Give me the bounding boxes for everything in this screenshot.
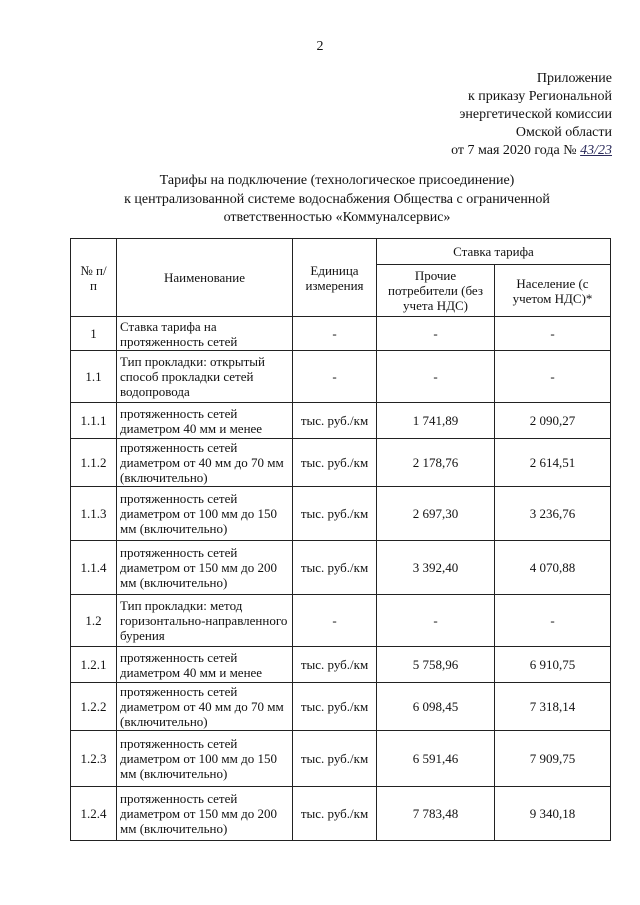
row-number: 1.1 — [71, 351, 117, 403]
row-unit: тыс. руб./км — [293, 439, 377, 487]
row-unit: тыс. руб./км — [293, 647, 377, 683]
row-other-consumers-rate: 2 697,30 — [377, 487, 495, 541]
table-row — [71, 351, 611, 403]
table-row — [71, 439, 611, 487]
row-unit: тыс. руб./км — [293, 787, 377, 841]
row-unit: - — [293, 595, 377, 647]
row-population-rate: - — [495, 351, 611, 403]
row-name: Тип прокладки: метод горизонтально-направленного бурения — [117, 595, 293, 647]
row-population-rate: 7 318,14 — [495, 683, 611, 731]
table-row — [71, 731, 611, 787]
appendix-line: Омской области — [515, 125, 612, 140]
row-number: 1.2 — [71, 595, 117, 647]
table-row — [71, 487, 611, 541]
row-other-consumers-rate: - — [377, 595, 495, 647]
row-number: 1.2.4 — [71, 787, 117, 841]
row-other-consumers-rate: 5 758,96 — [377, 647, 495, 683]
row-other-consumers-rate: - — [377, 317, 495, 351]
appendix-block — [312, 70, 612, 160]
row-other-consumers-rate: 6 098,45 — [377, 683, 495, 731]
row-population-rate: - — [495, 595, 611, 647]
row-population-rate: 7 909,75 — [495, 731, 611, 787]
row-unit: тыс. руб./км — [293, 403, 377, 439]
row-other-consumers-rate: 7 783,48 — [377, 787, 495, 841]
row-name: протяженность сетей диаметром от 40 мм до 70 мм (включительно) — [117, 439, 293, 487]
row-number: 1.2.3 — [71, 731, 117, 787]
row-number: 1.1.1 — [71, 403, 117, 439]
document-title — [84, 172, 590, 228]
row-population-rate: 6 910,75 — [495, 647, 611, 683]
appendix-line: Приложение — [536, 71, 612, 86]
appendix-date-prefix: от 7 мая 2020 года № — [451, 143, 577, 158]
row-population-rate: - — [495, 317, 611, 351]
row-number: 1.2.2 — [71, 683, 117, 731]
table-row — [71, 647, 611, 683]
row-population-rate: 4 070,88 — [495, 541, 611, 595]
header-name: Наименование — [117, 239, 293, 317]
row-name: протяженность сетей диаметром 40 мм и менее — [117, 647, 293, 683]
row-name: протяженность сетей диаметром от 100 мм до 150 мм (включительно) — [117, 487, 293, 541]
row-unit: тыс. руб./км — [293, 683, 377, 731]
table-row — [71, 317, 611, 351]
table-row — [71, 595, 611, 647]
row-name: протяженность сетей диаметром от 150 мм до 200 мм (включительно) — [117, 541, 293, 595]
header-other-consumers: Прочие потребители (без учета НДС) — [377, 265, 495, 317]
appendix-date-line — [312, 142, 612, 160]
row-population-rate: 2 614,51 — [495, 439, 611, 487]
row-name: протяженность сетей диаметром от 150 мм до 200 мм (включительно) — [117, 787, 293, 841]
row-unit: тыс. руб./км — [293, 541, 377, 595]
table-row — [71, 787, 611, 841]
row-name: протяженность сетей диаметром 40 мм и менее — [117, 403, 293, 439]
table-row — [71, 541, 611, 595]
header-rate: Ставка тарифа — [377, 239, 611, 265]
row-name: Тип прокладки: открытый способ прокладки сетей водопровода — [117, 351, 293, 403]
header-no: № п/п — [71, 239, 117, 317]
table-row — [71, 683, 611, 731]
tariff-table — [70, 238, 611, 841]
row-unit: - — [293, 351, 377, 403]
row-other-consumers-rate: 6 591,46 — [377, 731, 495, 787]
appendix-line: энергетической комиссии — [459, 107, 612, 122]
row-other-consumers-rate: - — [377, 351, 495, 403]
appendix-line: к приказу Региональной — [467, 89, 612, 104]
row-unit: тыс. руб./км — [293, 487, 377, 541]
row-other-consumers-rate: 2 178,76 — [377, 439, 495, 487]
row-other-consumers-rate: 1 741,89 — [377, 403, 495, 439]
row-unit: тыс. руб./км — [293, 731, 377, 787]
row-number: 1.1.3 — [71, 487, 117, 541]
title-line: к централизованной системе водоснабжения Общества с ограниченной — [124, 191, 550, 207]
title-line: ответственностью «Коммуналсервис» — [223, 210, 451, 225]
order-number: 43/23 — [580, 143, 612, 158]
row-name: протяженность сетей диаметром от 40 мм до 70 мм (включительно) — [117, 683, 293, 731]
header-unit: Единица измерения — [293, 239, 377, 317]
row-number: 1.1.4 — [71, 541, 117, 595]
table-row — [71, 403, 611, 439]
row-number: 1.1.2 — [71, 439, 117, 487]
row-population-rate: 2 090,27 — [495, 403, 611, 439]
page-number: 2 — [316, 39, 324, 54]
row-population-rate: 3 236,76 — [495, 487, 611, 541]
row-number: 1.2.1 — [71, 647, 117, 683]
row-name: Ставка тарифа на протяженность сетей — [117, 317, 293, 351]
header-population: Население (с учетом НДС)* — [495, 265, 611, 317]
row-name: протяженность сетей диаметром от 100 мм до 150 мм (включительно) — [117, 731, 293, 787]
row-other-consumers-rate: 3 392,40 — [377, 541, 495, 595]
row-unit: - — [293, 317, 377, 351]
row-population-rate: 9 340,18 — [495, 787, 611, 841]
title-line: Тарифы на подключение (технологическое присоединение) — [159, 173, 515, 188]
row-number: 1 — [71, 317, 117, 351]
